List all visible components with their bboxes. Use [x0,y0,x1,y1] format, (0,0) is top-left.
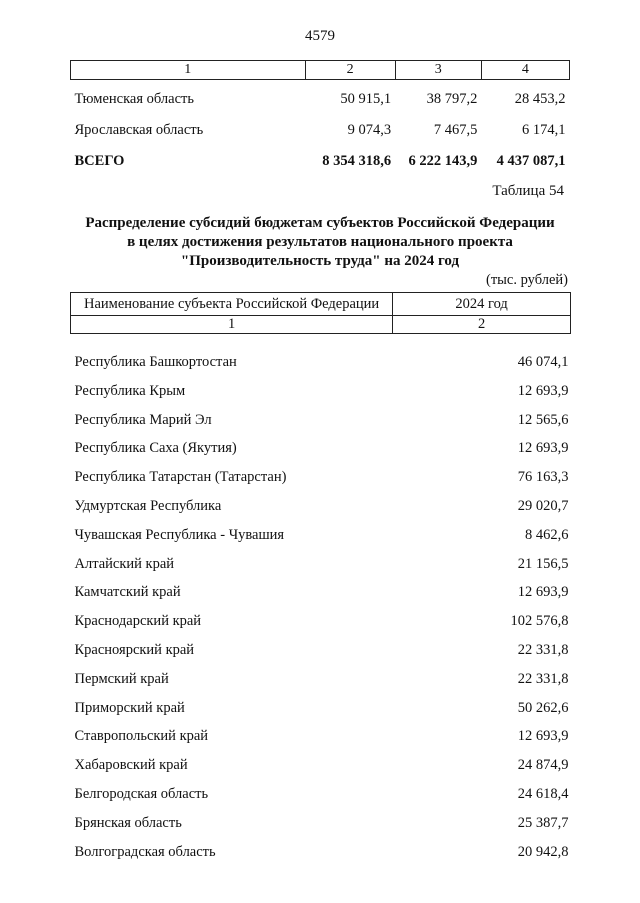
title-line: Распределение субсидий бюджетам субъектов Российской Федерации [85,215,555,231]
table-label: Таблица 54 [492,183,564,199]
column-number-row [71,316,571,334]
region-name: Ярославская область [74,122,204,138]
value-cell: 50 262,6 [517,699,569,716]
table-row [71,718,571,747]
value-cell: 12 693,9 [517,728,569,745]
table-row [71,458,571,487]
table-row [71,746,571,775]
value-cell: 22 331,8 [517,670,569,687]
total-label: ВСЕГО [74,153,125,169]
table-row [71,833,571,862]
table-row [71,487,571,516]
header-year: 2024 год [393,293,571,316]
value-cell: 20 942,8 [517,843,569,860]
previous-table [70,60,570,173]
region-name: Республика Татарстан (Татарстан) [74,469,287,486]
region-name: Республика Саха (Якутия) [74,440,237,457]
value-cell: 8 462,6 [525,526,569,543]
value-cell: 22 331,8 [517,641,569,658]
region-name: Хабаровский край [74,757,188,774]
value-cell: 12 693,9 [517,382,569,399]
value-cell: 29 020,7 [517,497,569,514]
region-name: Республика Башкортостан [74,354,237,370]
value-cell: 24 618,4 [517,785,569,802]
value-cell: 12 693,9 [517,584,569,601]
value-cell: 102 576,8 [510,613,569,630]
table-row [71,631,571,660]
region-name: Удмуртская Республика [74,497,222,514]
header-name: Наименование субъекта Российской Федерации [71,293,393,316]
value-cell: 12 565,6 [517,411,569,428]
region-name: Волгоградская область [74,843,216,860]
table-row [71,804,571,833]
table-row [71,516,571,545]
total-value: 4 437 087,1 [496,153,566,169]
value-cell: 46 074,1 [517,354,569,370]
total-value: 6 222 143,9 [408,153,478,169]
table-row [71,689,571,718]
value-cell: 76 163,3 [517,469,569,486]
table-row [71,372,571,401]
total-value: 8 354 318,6 [322,153,392,169]
table-row [71,660,571,689]
subsidy-table [70,292,571,862]
column-number: 2 [393,316,571,334]
value-cell: 24 874,9 [517,757,569,774]
column-number: 4 [481,61,569,80]
table-row [71,545,571,574]
column-number: 2 [305,61,395,80]
header-row [71,293,571,316]
total-row [71,142,570,173]
value-cell: 50 915,1 [340,91,392,107]
table-row [71,775,571,804]
title-line: "Производительность труда" на 2024 год [180,253,460,269]
title-line: в целях достижения результатов национального проекта [127,234,513,250]
region-name: Республика Крым [74,382,186,399]
column-number: 1 [71,61,306,80]
table-row [71,80,570,112]
region-name: Камчатский край [74,584,181,601]
value-cell: 25 387,7 [517,814,569,831]
region-name: Брянская область [74,814,182,831]
units-label: (тыс. рублей) [486,272,568,288]
table-row [71,430,571,459]
region-name: Пермский край [74,670,169,687]
value-cell: 12 693,9 [517,440,569,457]
table-row [71,401,571,430]
value-cell: 7 467,5 [433,122,478,138]
region-name: Ставропольский край [74,728,209,745]
value-cell: 6 174,1 [522,122,566,138]
region-name: Приморский край [74,699,185,716]
region-name: Чувашская Республика - Чувашия [74,526,285,543]
column-number: 3 [395,61,481,80]
region-name: Белгородская область [74,785,209,802]
column-number: 1 [71,316,393,334]
column-number-row [71,61,570,80]
value-cell: 38 797,2 [426,91,478,107]
value-cell: 9 074,3 [347,122,392,138]
value-cell: 21 156,5 [517,555,569,572]
table-row [71,334,571,373]
table-title [60,214,580,271]
region-name: Алтайский край [74,555,175,572]
region-name: Республика Марий Эл [74,411,212,428]
value-cell: 28 453,2 [514,91,566,107]
region-name: Красноярский край [74,641,195,658]
region-name: Тюменская область [74,91,194,107]
table-row [71,574,571,603]
table-row [71,602,571,631]
region-name: Краснодарский край [74,613,202,630]
page-number: 4579 [305,28,335,44]
table-row [71,111,570,142]
